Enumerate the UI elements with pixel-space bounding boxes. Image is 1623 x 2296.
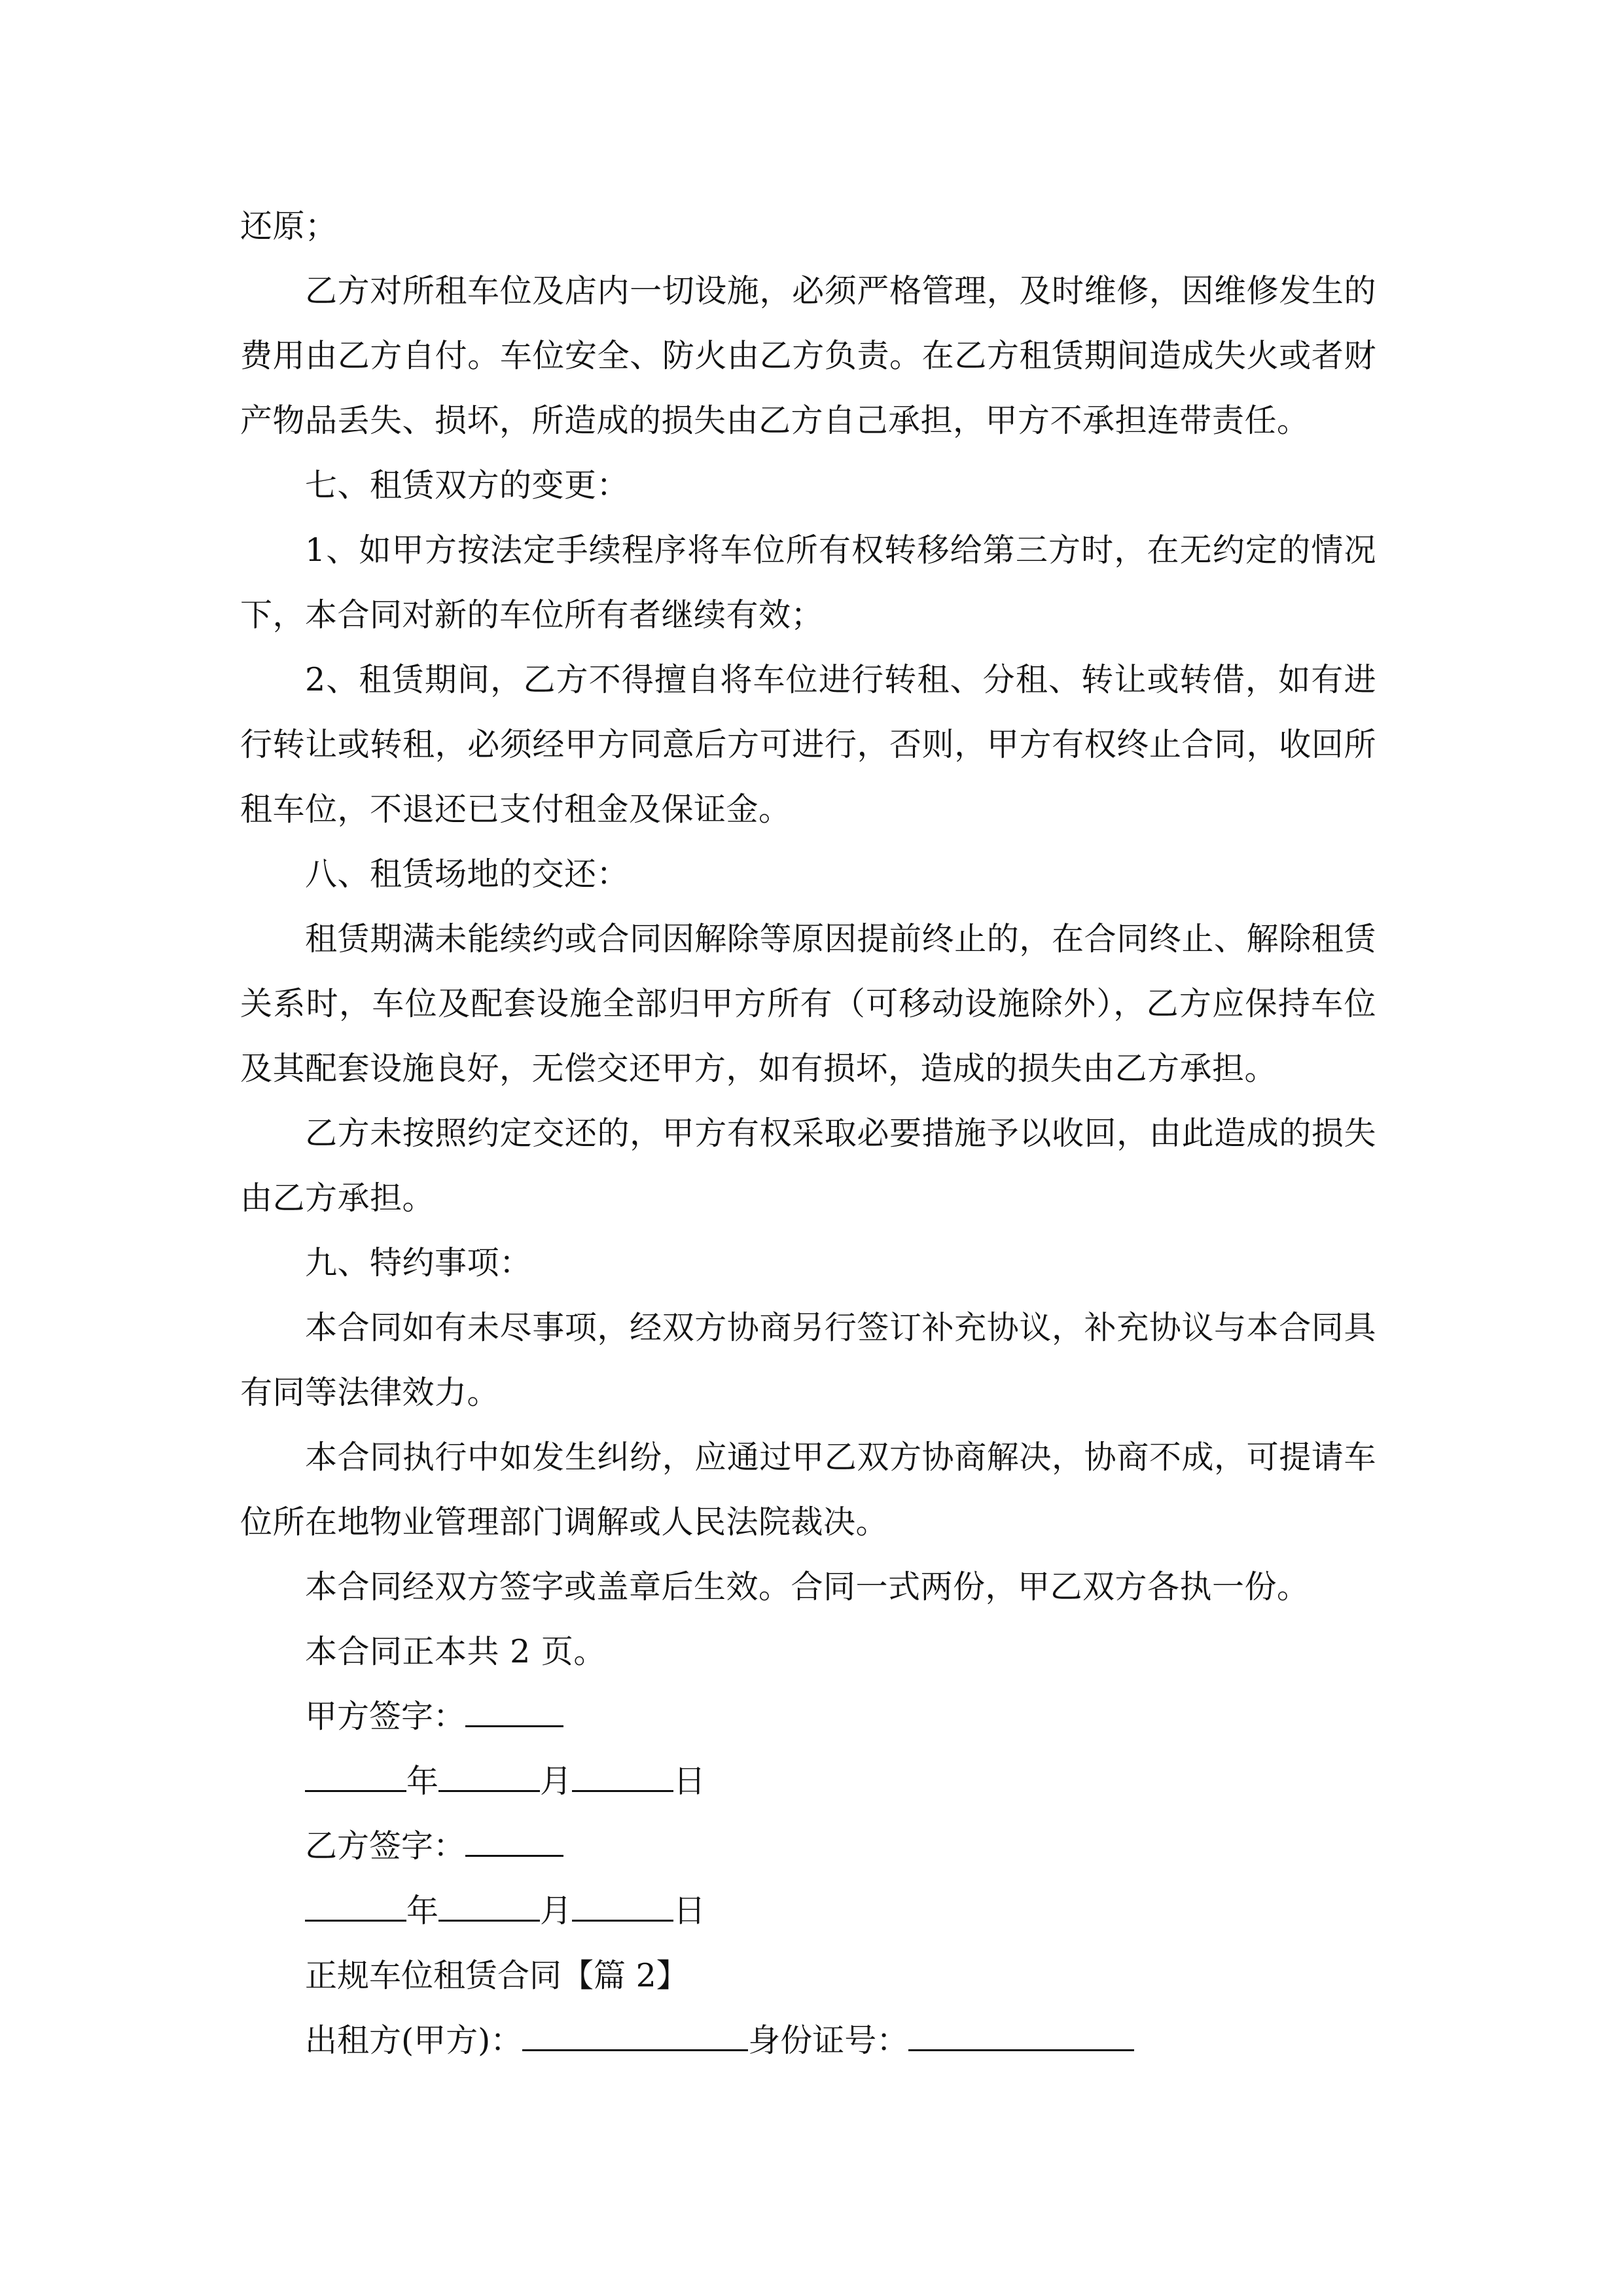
section-heading-7: 七、租赁双方的变更： [305,467,630,504]
lessor-label: 出租方(甲方)： [305,2022,523,2059]
month-label: 月 [540,1892,573,1929]
paragraph-restore: 还原； [240,207,338,245]
party-a-date-row [240,1749,1376,1814]
section-heading-8: 八、租赁场地的交还： [305,855,630,893]
party-a-signature-row [240,1684,1376,1749]
clause-8-recovery: 乙方未按照约定交还的，甲方有权采取必要措施予以收回，由此造成的损失由乙方承担。 [240,1115,1376,1217]
party-b-year-field[interactable] [305,1892,406,1922]
clause-9-dispute: 本合同执行中如发生纠纷，应通过甲乙双方协商解决，协商不成，可提请车位所在地物业管理部门调解或人民法院裁决。 [240,1439,1376,1541]
id-number-field[interactable] [908,2022,1134,2051]
document-page [240,194,1376,2073]
party-b-month-field[interactable] [438,1892,540,1922]
year-label: 年 [406,1892,439,1929]
party-b-signature-field[interactable] [465,1827,563,1857]
next-section-title: 正规车位租赁合同【篇 2】 [305,1957,688,1994]
year-label: 年 [406,1763,439,1800]
party-b-signature-label: 乙方签字： [305,1827,466,1865]
clause-9-effective: 本合同经双方签字或盖章后生效。合同一式两份，甲乙双方各执一份。 [305,1568,1310,1605]
party-b-date-row [240,1878,1376,1943]
lessor-name-field[interactable] [522,2022,748,2051]
party-a-year-field[interactable] [305,1763,406,1792]
party-a-signature-field[interactable] [465,1698,563,1727]
section-heading-9: 九、特约事项： [305,1244,532,1282]
paragraph-maintenance: 乙方对所租车位及店内一切设施，必须严格管理，及时维修，因维修发生的费用由乙方自付。车位安全、防火由乙方负责。在乙方租赁期间造成失火或者财产物品丢失、损坏，所造成的损失由乙方自己承担，甲方不承担连带责任。 [240,272,1376,439]
id-number-label: 身份证号： [748,2022,909,2059]
day-label: 日 [673,1763,706,1800]
page-count-note: 本合同正本共 2 页。 [305,1633,606,1670]
clause-8-return: 租赁期满未能续约或合同因解除等原因提前终止的，在合同终止、解除租赁关系时，车位及配套设施全部归甲方所有（可移动设施除外），乙方应保持车位及其配套设施良好，无偿交还甲方，如有损坏，造成的损失由乙方承担。 [240,920,1376,1087]
clause-7-1: 1、如甲方按法定手续程序将车位所有权转移给第三方时，在无约定的情况下，本合同对新的车位所有者继续有效； [240,531,1376,634]
party-a-day-field[interactable] [572,1763,673,1792]
party-a-signature-label: 甲方签字： [305,1698,466,1735]
clause-7-2: 2、租赁期间，乙方不得擅自将车位进行转租、分租、转让或转借，如有进行转让或转租，必须经甲方同意后方可进行，否则，甲方有权终止合同，收回所租车位，不退还已支付租金及保证金。 [240,661,1376,828]
party-b-day-field[interactable] [572,1892,673,1922]
party-a-month-field[interactable] [438,1763,540,1792]
lessor-row [240,2008,1376,2073]
party-b-signature-row [240,1814,1376,1878]
clause-9-supplement: 本合同如有未尽事项，经双方协商另行签订补充协议，补充协议与本合同具有同等法律效力。 [240,1309,1376,1411]
month-label: 月 [540,1763,573,1800]
day-label: 日 [673,1892,706,1929]
